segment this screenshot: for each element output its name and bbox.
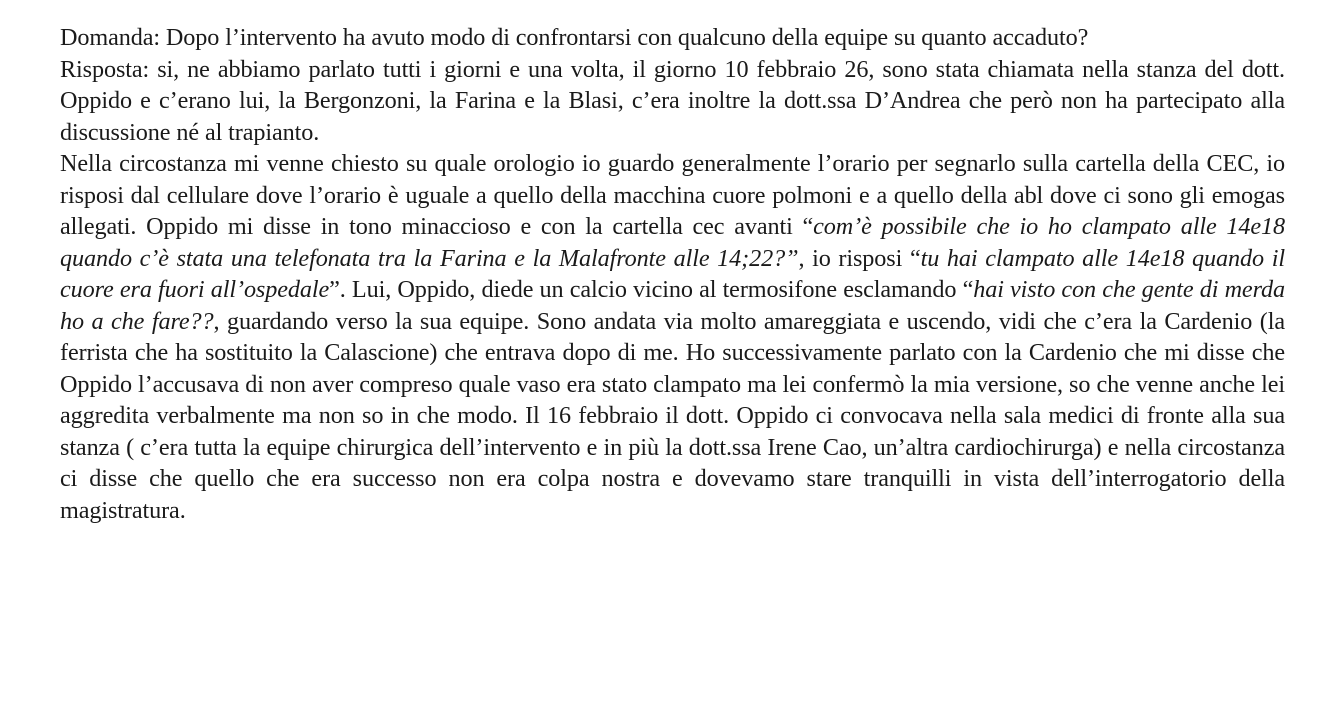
paragraph-text-3: ”. Lui, Oppido, diede un calcio vicino al termosifone esclamando “ — [329, 276, 974, 303]
italic-quote-1: com’è possibile che io ho clampato alle 14e18 quando c’è stata una telefonata tra la Farina e la Malafronte alle 14;22?” — [60, 213, 1285, 272]
italic-quote-2: tu hai clampato alle 14e18 quando il cuore era fuori all’ospedale — [60, 244, 1285, 303]
question-text: Dopo l’intervento ha avuto modo di confrontarsi con qualcuno della equipe su quanto accaduto? — [159, 24, 1089, 51]
paragraph-text-2: , io risposi “ — [798, 244, 921, 272]
question-label: Domanda: — [60, 24, 160, 51]
question-paragraph — [60, 22, 1285, 54]
circumstance-paragraph — [60, 148, 1285, 526]
answer-label: Risposta: — [60, 55, 150, 83]
answer-text: si, ne abbiamo parlato tutti i giorni e una volta, il giorno 10 febbraio 26, sono stata chiamata nella stanza del dott. Oppido e c’erano lui, la Bergonzoni, la Farina e la Blasi, c’era inoltre la dott.ssa D’Andrea che però non ha partecipato alla discussione né al trapianto. — [60, 55, 1285, 146]
italic-quote-3: hai visto con che gente di merda ho a che fare?? — [60, 276, 1285, 335]
paragraph-text-1: Nella circostanza mi venne chiesto su quale orologio io guardo generalmente l’orario per segnarlo sulla cartella della CEC, io risposi dal cellulare dove l’orario è uguale a quello della macchina cuore polmoni e a quello della abl dove ci sono gli emogas allegati. Oppido mi disse in tono minaccioso e con la cartella cec avanti “ — [60, 150, 1285, 240]
answer-paragraph — [60, 54, 1285, 149]
paragraph-text-4: , guardando verso la sua equipe. Sono andata via molto amareggiata e uscendo, vidi che c’era la Cardenio (la ferrista che ha sostituito la Calascione) che entrava dopo di me. Ho successivamente parlato con la Cardenio che mi disse che Oppido l’accusava di non aver compreso quale vaso era stato clampato ma lei confermò la mia versione, so che venne anche lei aggredita verbalmente ma non so in che modo. Il 16 febbraio il dott. Oppido ci convocava nella sala medici di fronte alla sua stanza ( c’era tutta la equipe chirurgica dell’intervento e in più la dott.ssa Irene Cao, un’altra cardiochirurga) e nella circostanza ci disse che quello che era successo non era colpa nostra e dovevamo stare tranquilli in vista dell’interrogatorio della magistratura. — [60, 307, 1285, 524]
transcript-page — [60, 22, 1285, 526]
